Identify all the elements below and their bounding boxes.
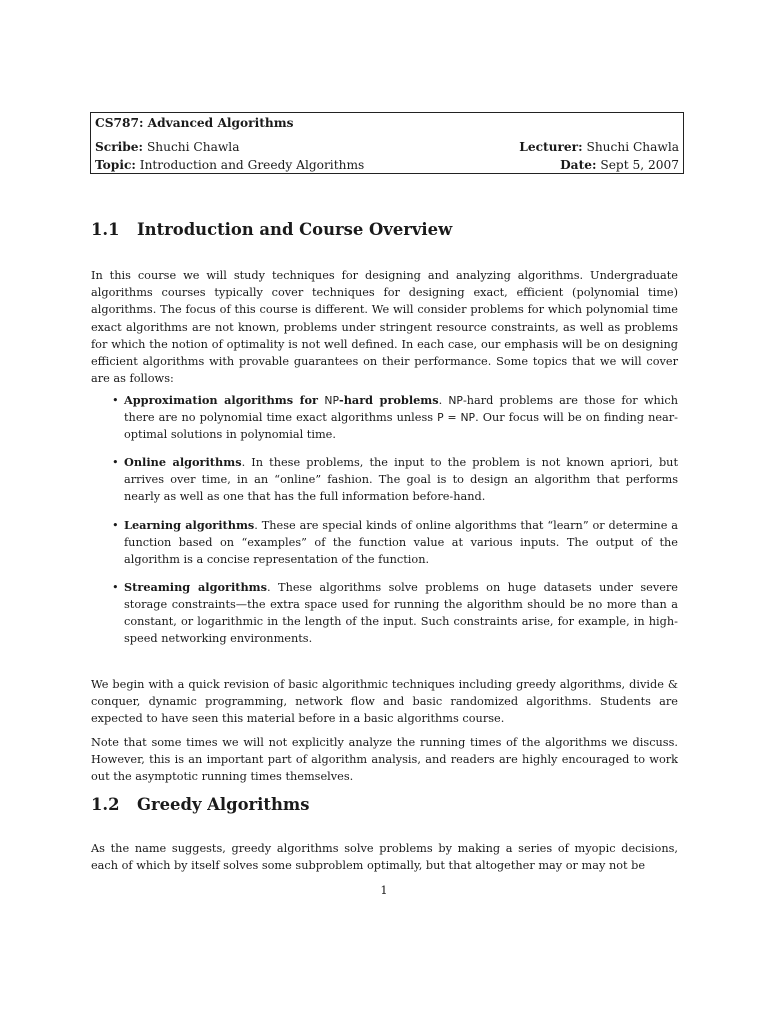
list-item: • Learning algorithms. These are special kinds of online algorithms that “learn” or determine a function based on “examples” of the function value at various inputs. The output of the algorithm is a concise representation of the function.: [112, 517, 678, 566]
list-item: • Online algorithms. In these problems, the input to the problem is not known apriori, but arrives over time, in an “online” fashion. The goal is to design an algorithm that performs nearly as well as one that has the full information before-hand.: [112, 455, 678, 504]
topic-term: Approximation algorithms for NP-hard problems: [124, 393, 439, 407]
course-title: CS787: Advanced Algorithms: [95, 116, 294, 130]
scribe-lecturer-line: [95, 140, 679, 154]
topic-term: Streaming algorithms: [124, 579, 267, 594]
topic-description: These algorithms solve problems on huge datasets under severe storage constraints—the extra space used for running the algorithm should be no more than a constant, or logarithmic in the length of the input. Such constraints arise, for example, in high-speed networking environments.: [124, 580, 678, 646]
scribe-name: Shuchi Chawla: [146, 140, 240, 154]
running-times-paragraph: Note that some times we will not explicitly analyze the running times of the algorithms we discuss. However, this is an important part of algorithm analysis, and readers are highly encouraged to work out the asymptotic running times themselves.: [91, 736, 678, 784]
revision-paragraph: We begin with a quick revision of basic algorithmic techniques including greedy algorithms, divide & conquer, dynamic programming, network flow and basic randomized algorithms. Students are expected to have seen this material before in a basic algorithms course.: [91, 678, 678, 726]
date-field: [560, 158, 679, 172]
page-number: 1: [380, 884, 388, 897]
lecturer-name: Shuchi Chawla: [586, 140, 679, 154]
section-title: Greedy Algorithms: [137, 795, 310, 814]
section-title: Introduction and Course Overview: [137, 220, 453, 239]
course-line: [95, 116, 679, 130]
section-number: 1.2: [91, 795, 120, 814]
section-heading-1-1: [91, 220, 452, 239]
intro-paragraph: In this course we will study techniques for designing and analyzing algorithms. Undergraduate algorithms courses typically cover techniques for designing exact, efficient (polynomial time) algorithms. The focus of this course is different. We will consider problems for which polynomial time exact algorithms are not known, problems under stringent resource constraints, as well as problems for which the notion of optimality is not well defined. In each case, our emphasis will be on designing efficient algorithms with provable guarantees on their performance. Some topics that we will cover are as follows:: [91, 269, 678, 385]
topic-term: Learning algorithms: [124, 517, 255, 532]
section-heading-1-2: [91, 795, 309, 814]
bullet-icon: •: [112, 580, 119, 594]
bullet-icon: •: [112, 394, 119, 407]
date-label: Date:: [560, 158, 597, 172]
list-item: • Approximation algorithms for NP-hard problems. NP-hard problems are those for which there are no polynomial time exact algorithms unless P = NP. Our focus will be on finding near-optimal solutions in polynomial time.: [112, 393, 678, 442]
lecturer-label: Lecturer:: [519, 140, 583, 154]
list-item: • Streaming algorithms. These algorithms solve problems on huge datasets under severe storage constraints—the extra space used for running the algorithm should be no more than a constant, or logarithmic in the length of the input. Such constraints arise, for example, in high-speed networking environments.: [112, 579, 678, 646]
section-number: 1.1: [91, 220, 120, 239]
topic-value: Introduction and Greedy Algorithms: [139, 158, 365, 172]
lecturer-field: [519, 140, 679, 154]
lecture-header-box: [90, 112, 684, 174]
topic-date-line: [95, 158, 679, 172]
course-topics-list: [91, 392, 678, 658]
topic-label: Topic:: [95, 158, 136, 172]
bullet-icon: •: [112, 456, 119, 470]
bullet-icon: •: [112, 518, 119, 532]
scribe-label: Scribe:: [95, 140, 144, 154]
topic-description: These are special kinds of online algorithms that “learn” or determine a function based on “examples” of the function value at various inputs. The output of the algorithm is a concise representation of the function.: [124, 518, 678, 566]
topic-description: NP-hard problems are those for which there are no polynomial time exact algorithms unless P = NP. Our focus will be on finding near-optimal solutions in polynomial time.: [124, 394, 678, 442]
date-value: Sept 5, 2007: [600, 158, 679, 172]
greedy-paragraph: As the name suggests, greedy algorithms solve problems by making a series of myopic decisions, each of which by itself solves some subproblem optimally, but that altogether may or may not be: [91, 842, 678, 873]
topic-term: Online algorithms: [124, 455, 242, 470]
topic-description: In these problems, the input to the problem is not known apriori, but arrives over time, in an “online” fashion. The goal is to design an algorithm that performs nearly as well as one that has the full information before-hand.: [124, 456, 678, 504]
